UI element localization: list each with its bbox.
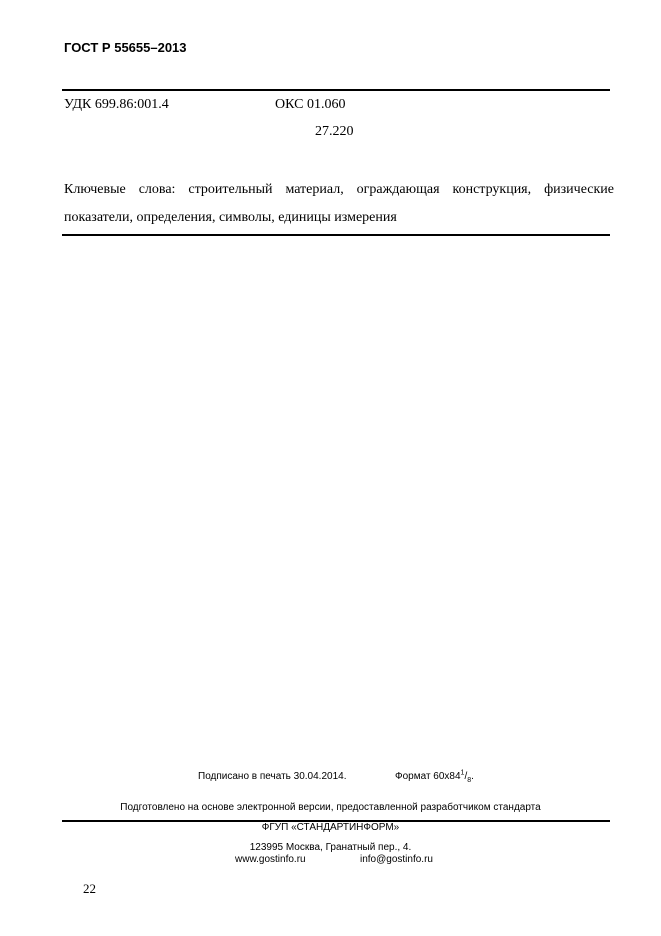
format-end: . [471,771,474,782]
format-denominator: 8 [467,777,472,784]
prepared-note: Подготовлено на основе электронной версии, предоставленной разработчиком стандарта [120,802,541,813]
publisher-email: info@gostinfo.ru [360,854,433,865]
format-numerator: 1 [460,769,465,777]
document-header: ГОСТ Р 55655–2013 [64,40,187,55]
publisher-address: 123995 Москва, Гранатный пер., 4. [249,842,412,853]
publisher-website: www.gostinfo.ru [235,854,306,865]
format-label: Формат 60х84 [395,771,461,782]
keywords-divider [62,234,610,236]
keywords-line-2: показатели, определения, символы, единицы измерения [64,210,397,225]
udk-code: УДК 699.86:001.4 [64,97,169,112]
signed-date: Подписано в печать 30.04.2014. [198,771,347,782]
publisher-name: ФГУП «СТАНДАРТИНФОРМ» [261,822,400,833]
keywords-block [64,176,614,232]
page-number: 22 [83,881,96,896]
top-divider [62,89,610,91]
print-format: Формат $60х84^1/_8$. [395,769,474,784]
oks-code-2: 27.220 [315,124,354,139]
keywords-line-1: Ключевые слова: строительный материал, ограждающая конструкция, физические [64,182,614,197]
oks-code-1: ОКС 01.060 [275,97,346,112]
